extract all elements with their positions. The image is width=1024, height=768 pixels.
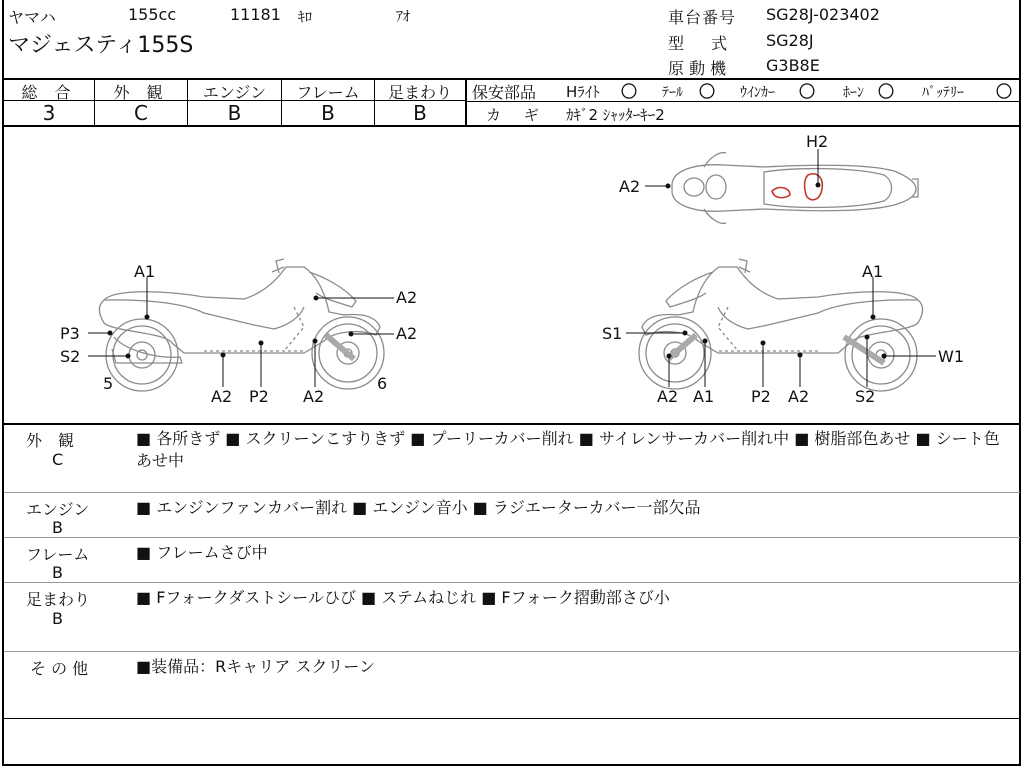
grade-label-engine: エンジン bbox=[202, 83, 267, 102]
notes-divider-3 bbox=[4, 582, 1020, 583]
label-top-h2: H2 bbox=[806, 132, 829, 151]
key-value: ｶｷﾞ2 ｼｬｯﾀｰｷｰ2 bbox=[566, 106, 665, 124]
note-text-appearance: ■ 各所きず ■ スクリーンこすりきず ■ プーリーカバー削れ ■ サイレンサーカバー削れ中 ■ 樹脂部色あせ ■ シート色あせ中 bbox=[136, 429, 1000, 470]
mileage-unit: ｷﾛ bbox=[298, 10, 312, 26]
note-category-other: そ の 他 bbox=[30, 659, 89, 678]
label-right-a1: A1 bbox=[862, 262, 884, 281]
label-left-p2: P2 bbox=[249, 387, 269, 406]
safety-item-battery: ﾊﾞｯﾃﾘｰ bbox=[922, 85, 964, 101]
grade-label-appearance: 外 観 bbox=[113, 83, 169, 102]
safety-item-tail: ﾃｰﾙ bbox=[662, 85, 683, 101]
safety-item-horn: ﾎｰﾝ bbox=[843, 85, 864, 101]
safety-item-headlight: Hﾗｲﾄ bbox=[566, 83, 600, 101]
grade-value-appearance: C bbox=[134, 101, 148, 125]
note-text-engine: ■ エンジンファンカバー割れ ■ エンジン音小 ■ ラジエーターカバー一部欠品 bbox=[136, 498, 701, 517]
type-value: SG28J bbox=[766, 31, 814, 50]
type-label: 型 式 bbox=[668, 34, 728, 53]
label-right-p2: P2 bbox=[751, 387, 771, 406]
displacement: 155cc bbox=[128, 5, 177, 24]
grade-value-suspension: B bbox=[413, 101, 427, 125]
grade-label-overall: 総 合 bbox=[21, 83, 77, 102]
diagram-labels bbox=[60, 132, 964, 406]
grade-value-engine: B bbox=[227, 101, 242, 125]
label-right-s2: S2 bbox=[855, 387, 876, 406]
notes-divider-4 bbox=[4, 651, 1020, 652]
label-left-5: 5 bbox=[103, 374, 114, 393]
label-top-a2: A2 bbox=[619, 177, 641, 196]
safety-mark-headlight: 〇 bbox=[621, 82, 638, 101]
safety-mark-tail: 〇 bbox=[699, 82, 716, 101]
grade-label-frame: フレーム bbox=[296, 83, 360, 102]
model-name: マジェスティ155S bbox=[8, 33, 194, 58]
grade-label-suspension: 足まわり bbox=[387, 83, 452, 102]
leader-lines bbox=[88, 149, 936, 387]
note-grade-engine: B bbox=[52, 518, 63, 537]
engine-value: G3B8E bbox=[766, 56, 820, 75]
label-left-p3: P3 bbox=[60, 324, 80, 343]
label-right-w1: W1 bbox=[938, 347, 964, 366]
note-category-frame: フレーム bbox=[26, 545, 90, 564]
grade-value-overall: 3 bbox=[42, 101, 56, 125]
label-left-a2-lower: A2 bbox=[303, 387, 325, 406]
note-category-engine: エンジン bbox=[26, 500, 90, 519]
label-right-a1-lower: A1 bbox=[693, 387, 715, 406]
label-left-6: 6 bbox=[377, 374, 388, 393]
top-view-damage-marks bbox=[772, 174, 822, 200]
grade-value-frame: B bbox=[321, 101, 335, 125]
notes-divider-2 bbox=[4, 537, 1020, 538]
label-left-a2-floor: A2 bbox=[211, 387, 233, 406]
notes-divider-1 bbox=[4, 492, 1020, 493]
label-left-a2-front: A2 bbox=[396, 324, 418, 343]
safety-mark-battery: 〇 bbox=[996, 82, 1013, 101]
frame-number: SG28J-023402 bbox=[766, 5, 880, 24]
safety-label: 保安部品 bbox=[472, 83, 537, 102]
top-view bbox=[672, 153, 918, 224]
label-right-a2-floor: A2 bbox=[788, 387, 810, 406]
body-color: ｱｵ bbox=[396, 9, 410, 25]
frame-number-label: 車台番号 bbox=[668, 8, 737, 27]
safety-item-winker: ｳｲﾝｶｰ bbox=[740, 85, 775, 101]
note-text-other: ■装備品：Rキャリア スクリーン bbox=[136, 657, 376, 676]
grade-col-divider-5 bbox=[465, 78, 467, 126]
maker: ヤマハ bbox=[8, 8, 56, 27]
note-category-suspension: 足まわり bbox=[26, 590, 91, 609]
mileage: 11181 bbox=[230, 5, 281, 24]
note-grade-appearance: C bbox=[52, 450, 64, 469]
key-label: カ ギ bbox=[486, 106, 539, 124]
engine-label: 原 動 機 bbox=[668, 59, 727, 78]
label-left-s2: S2 bbox=[60, 347, 81, 366]
label-right-s1: S1 bbox=[602, 324, 623, 343]
note-category-appearance: 外 観 bbox=[26, 431, 75, 450]
notes-bottom-border bbox=[2, 718, 1021, 719]
label-right-a2-front: A2 bbox=[657, 387, 679, 406]
notes-top-border bbox=[2, 423, 1021, 425]
label-left-a1: A1 bbox=[134, 262, 156, 281]
note-text-frame: ■ フレームさび中 bbox=[136, 543, 268, 562]
note-text-suspension: ■ Fフォークダストシールひび ■ ステムねじれ ■ Fフォーク摺動部さび小 bbox=[136, 588, 670, 607]
note-grade-frame: B bbox=[52, 563, 63, 582]
safety-mark-winker: 〇 bbox=[799, 82, 816, 101]
note-grade-suspension: B bbox=[52, 609, 63, 628]
label-left-a2-screen: A2 bbox=[396, 288, 418, 307]
motorcycle-damage-diagram bbox=[4, 127, 1020, 423]
safety-mark-horn: 〇 bbox=[878, 82, 895, 101]
